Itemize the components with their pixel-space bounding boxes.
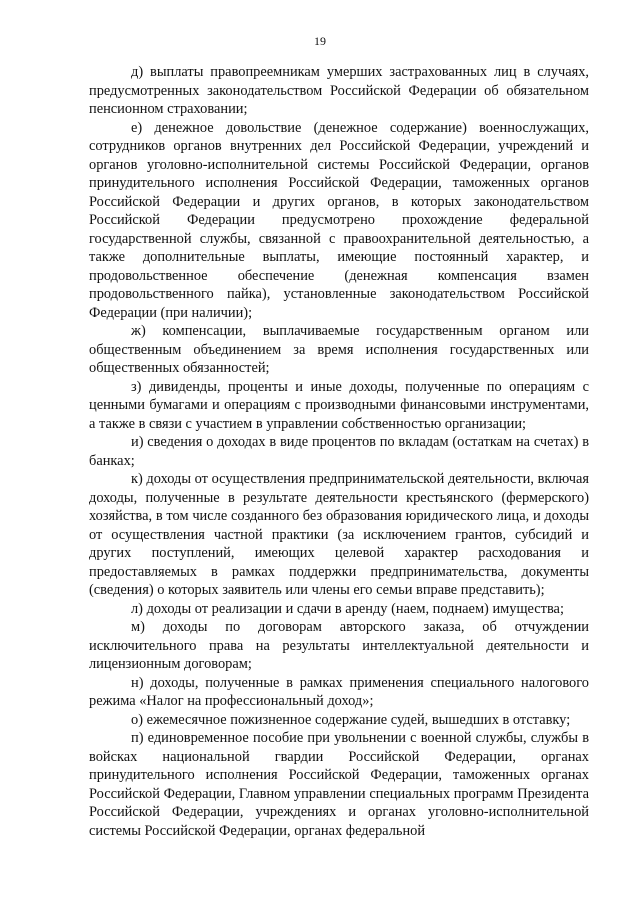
document-body: [89, 63, 589, 840]
page-number: 19: [314, 34, 326, 48]
paragraph-l: л) доходы от реализации и сдачи в аренду (наем, поднаем) имущества;: [131, 600, 564, 617]
paragraph-p: п) единовременное пособие при увольнении с военной службы, службы в войсках национальной гвардии Российской Федерации, органах принудительного исполнения Российской Федерации, таможенных органах Российской Федерации, Главном управлении специальных программ Президента Российской Федерации, учреждениях и органах уголовно-исполнительной системы Российской Федерации, органах федеральной: [89, 730, 589, 839]
paragraph-n: н) доходы, полученные в рамках применения специального налогового режима «Налог на профессиональный доход»;: [89, 674, 589, 709]
paragraph-zh: ж) компенсации, выплачиваемые государственным органом или общественным объединением за время исполнения государственных или общественных обязанностей;: [89, 323, 589, 376]
paragraph-k: к) доходы от осуществления предпринимательской деятельности, включая доходы, полученные в результате деятельности крестьянского (фермерского) хозяйства, в том числе созданного без образования юридического лица, и доходы от осуществления частной практики (за исключением грантов, субсидий и других поступлений, имеющих целевой характер расходования и предоставляемых в рамках поддержки предпринимательства, документы (сведения) о которых заявитель или члены его семьи вправе представить);: [89, 471, 589, 598]
paragraph-d: д) выплаты правопреемникам умерших застрахованных лиц в случаях, предусмотренных законодательством Российской Федерации об обязательном пенсионном страховании;: [89, 64, 589, 117]
paragraph-m: м) доходы по договорам авторского заказа, об отчуждении исключительного права на результаты интеллектуальной деятельности и лицензионным договорам;: [89, 619, 589, 672]
paragraph-i: и) сведения о доходах в виде процентов по вкладам (остаткам на счетах) в банках;: [89, 434, 589, 469]
paragraph-z: з) дивиденды, проценты и иные доходы, полученные по операциям с ценными бумагами и операциям с производными финансовыми инструментами, а также в связи с участием в управлении собственностью организации;: [89, 378, 589, 432]
paragraph-e: е) денежное довольствие (денежное содержание) военнослужащих, сотрудников органов внутренних дел Российской Федерации, учреждений и органов уголовно-исполнительной системы Российской Федерации, органов принудительного исполнения Российской Федерации, таможенных органов Российской Федерации и других органов, в которых законодательством Российской Федерации предусмотрено прохождение федеральной государственной службы, связанной с правоохранительной деятельностью, а также дополнительные выплаты, имеющие постоянный характер, и продовольственное обеспечение (денежная компенсация взамен продовольственного пайка), установленные законодательством Российской Федерации (при наличии);: [89, 119, 589, 321]
paragraph-o: о) ежемесячное пожизненное содержание судей, вышедших в отставку;: [131, 711, 571, 728]
